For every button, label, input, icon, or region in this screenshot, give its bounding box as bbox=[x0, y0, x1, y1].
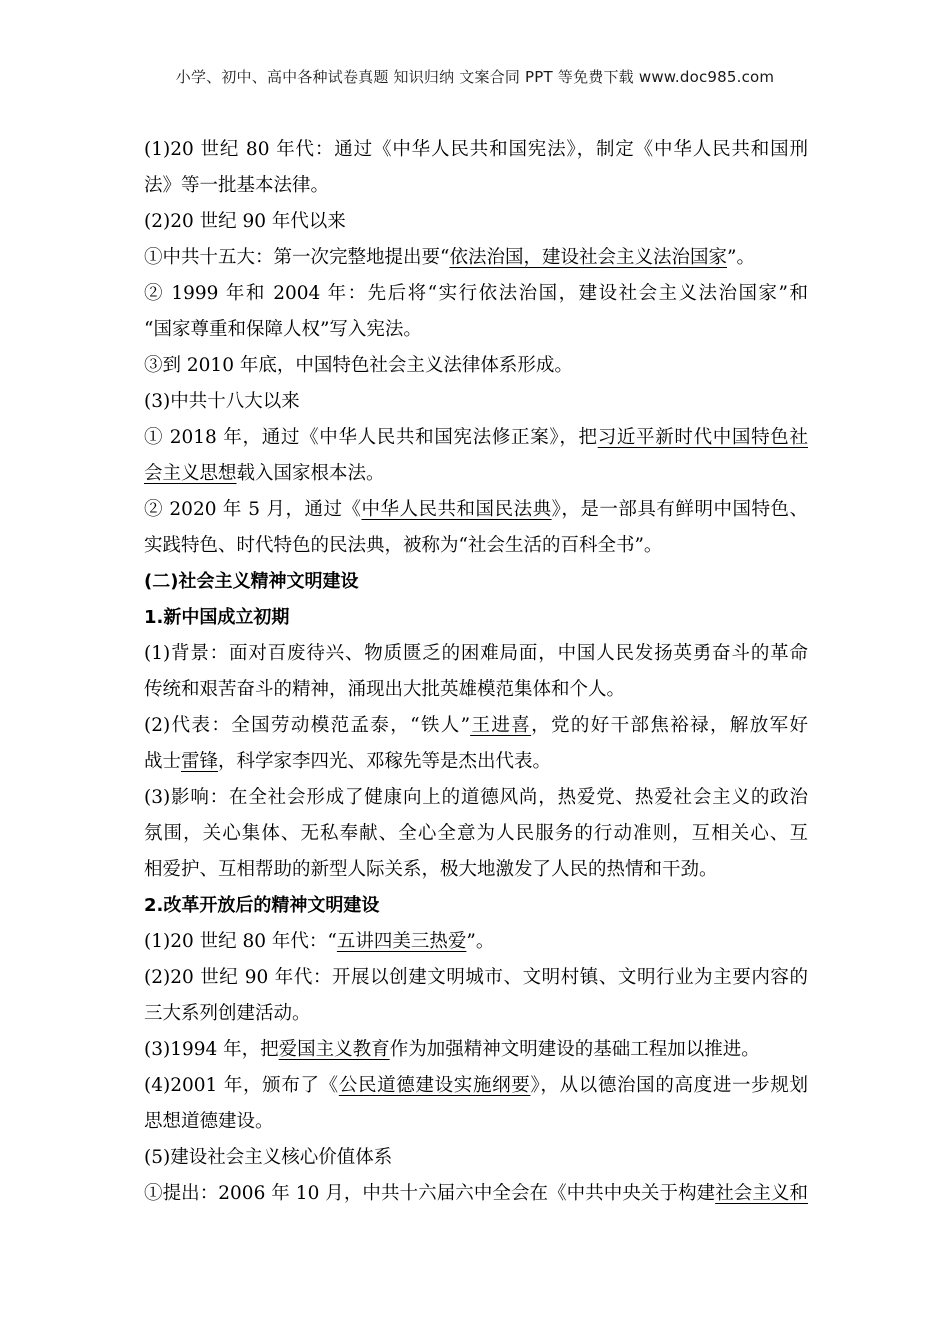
text-line bbox=[144, 312, 808, 348]
text-segment: 思想道德建设。 bbox=[144, 1111, 274, 1132]
text-line bbox=[144, 1140, 808, 1176]
text-segment: ，党的好干部焦裕禄，解放军好 bbox=[531, 715, 808, 736]
text-segment: 相爱护、互相帮助的新型人际关系，极大地激发了人民的热情和干劲。 bbox=[144, 859, 718, 880]
text-segment: 》，从以德治国的高度进一步规划 bbox=[530, 1075, 808, 1096]
text-segment: 法》等一批基本法律。 bbox=[144, 175, 330, 196]
section-heading bbox=[144, 600, 808, 636]
text-line bbox=[144, 1032, 808, 1068]
underlined-term: 王进喜 bbox=[470, 715, 532, 736]
text-segment: ，科学家李四光、邓稼先等是杰出代表。 bbox=[218, 751, 552, 772]
text-segment: 作为加强精神文明建设的基础工程加以推进。 bbox=[389, 1039, 760, 1060]
text-segment: (4)2001 年，颁布了《 bbox=[144, 1075, 339, 1096]
text-segment: ③到 2010 年底，中国特色社会主义法律体系形成。 bbox=[144, 355, 573, 376]
text-segment: (3)1994 年，把 bbox=[144, 1039, 279, 1060]
text-segment: (2)代表：全国劳动模范孟泰，“铁人” bbox=[144, 715, 471, 736]
underlined-term: 爱国主义教育 bbox=[278, 1039, 390, 1060]
underlined-term: 习近平新时代中国特色社 bbox=[597, 427, 808, 448]
text-segment: (3)影响：在全社会形成了健康向上的道德风尚，热爱党、热爱社会主义的政治 bbox=[144, 787, 808, 808]
text-line bbox=[144, 852, 808, 888]
underlined-term: 雷锋 bbox=[181, 751, 219, 772]
underlined-term: 会主义思想 bbox=[144, 463, 237, 484]
document-body bbox=[144, 132, 808, 1212]
text-line bbox=[144, 1068, 808, 1104]
text-segment: ”。 bbox=[726, 247, 755, 268]
text-line bbox=[144, 708, 808, 744]
text-line bbox=[144, 816, 808, 852]
text-line bbox=[144, 168, 808, 204]
text-segment: (2)20 世纪 90 年代以来 bbox=[144, 211, 346, 232]
text-line bbox=[144, 492, 808, 528]
text-line bbox=[144, 960, 808, 996]
text-segment: (1)背景：面对百废待兴、物质匮乏的困难局面，中国人民发扬英勇奋斗的革命 bbox=[144, 643, 808, 664]
text-line bbox=[144, 204, 808, 240]
underlined-term: 依法治国，建设社会主义法治国家 bbox=[449, 247, 727, 268]
text-segment: 氛围，关心集体、无私奉献、全心全意为人民服务的行动准则，互相关心、互 bbox=[144, 823, 808, 844]
text-segment: (二)社会主义精神文明建设 bbox=[144, 571, 359, 592]
text-segment: (2)20 世纪 90 年代：开展以创建文明城市、文明村镇、文明行业为主要内容的 bbox=[144, 967, 808, 988]
text-segment: ② 1999 年和 2004 年：先后将“实行依法治国，建设社会主义法治国家”和 bbox=[144, 283, 808, 304]
section-heading bbox=[144, 564, 808, 600]
text-segment: 2.改革开放后的精神文明建设 bbox=[144, 895, 380, 916]
section-heading bbox=[144, 888, 808, 924]
text-line bbox=[144, 276, 808, 312]
page-header: 小学、初中、高中各种试卷真题 知识归纳 文案合同 PPT 等免费下载 www.doc985.com bbox=[175, 68, 775, 86]
text-line bbox=[144, 924, 808, 960]
text-segment: ② 2020 年 5 月，通过《 bbox=[144, 499, 362, 520]
text-line bbox=[144, 1176, 808, 1212]
text-segment: ① 2018 年，通过《中华人民共和国宪法修正案》，把 bbox=[144, 427, 598, 448]
text-line bbox=[144, 240, 808, 276]
text-segment: ”。 bbox=[466, 931, 495, 952]
text-segment: 载入国家根本法。 bbox=[236, 463, 385, 484]
underlined-term: 社会主义和 bbox=[715, 1183, 808, 1204]
text-line bbox=[144, 996, 808, 1032]
text-segment: 》，是一部具有鲜明中国特色、 bbox=[551, 499, 808, 520]
text-line bbox=[144, 132, 808, 168]
underlined-term: 公民道德建设实施纲要 bbox=[338, 1075, 531, 1096]
text-line bbox=[144, 672, 808, 708]
text-line bbox=[144, 528, 808, 564]
text-line bbox=[144, 420, 808, 456]
text-segment: (1)20 世纪 80 年代：“ bbox=[144, 931, 337, 952]
text-segment: 战士 bbox=[144, 751, 182, 772]
text-line bbox=[144, 636, 808, 672]
text-line bbox=[144, 384, 808, 420]
text-segment: (3)中共十八大以来 bbox=[144, 391, 300, 412]
text-segment: 1.新中国成立初期 bbox=[144, 607, 290, 628]
text-line bbox=[144, 1104, 808, 1140]
text-line bbox=[144, 456, 808, 492]
text-segment: ①中共十五大：第一次完整地提出要“ bbox=[144, 247, 450, 268]
underlined-term: 五讲四美三热爱 bbox=[336, 931, 467, 952]
text-line bbox=[144, 780, 808, 816]
underlined-term: 中华人民共和国民法典 bbox=[361, 499, 552, 520]
text-segment: (1)20 世纪 80 年代：通过《中华人民共和国宪法》，制定《中华人民共和国刑 bbox=[144, 139, 808, 160]
text-segment: 三大系列创建活动。 bbox=[144, 1003, 311, 1024]
text-segment: 传统和艰苦奋斗的精神，涌现出大批英雄模范集体和个人。 bbox=[144, 679, 626, 700]
text-line bbox=[144, 744, 808, 780]
text-line bbox=[144, 348, 808, 384]
text-segment: 实践特色、时代特色的民法典，被称为“社会生活的百科全书”。 bbox=[144, 535, 663, 556]
text-segment: (5)建设社会主义核心价值体系 bbox=[144, 1147, 393, 1168]
text-segment: ①提出：2006 年 10 月，中共十六届六中全会在《中共中央关于构建 bbox=[144, 1183, 716, 1204]
text-segment: “国家尊重和保障人权”写入宪法。 bbox=[144, 319, 422, 340]
